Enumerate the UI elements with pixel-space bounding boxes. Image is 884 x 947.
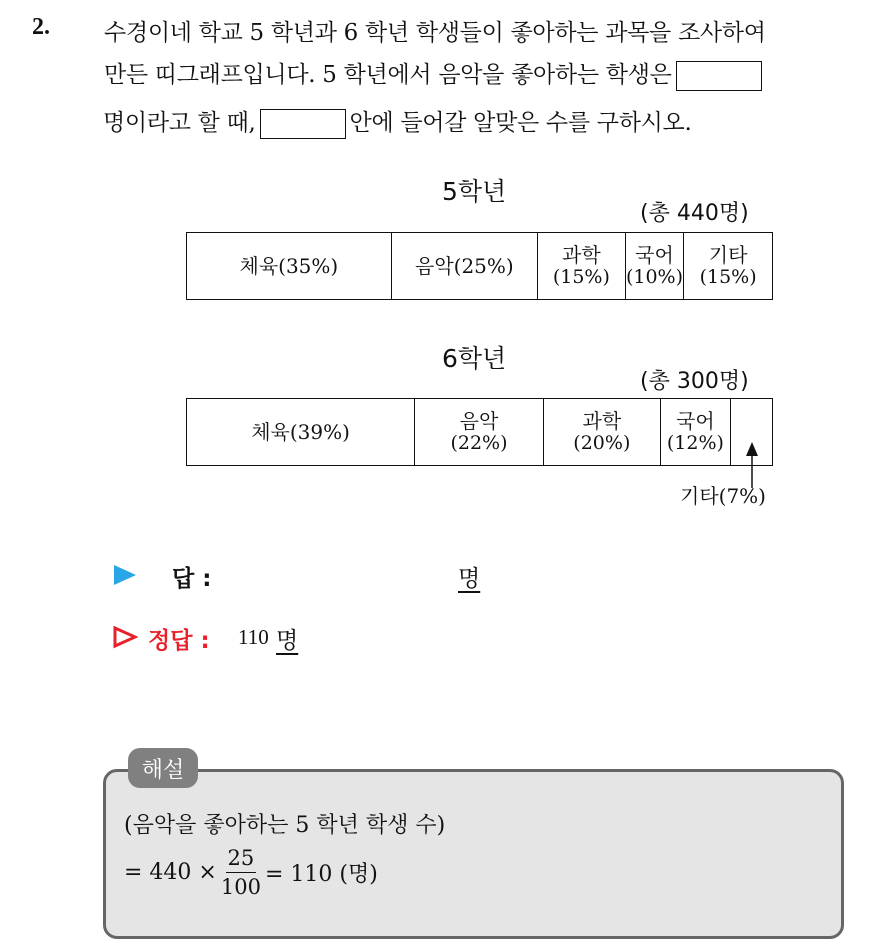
- band-segment-label-1: (20%): [573, 431, 631, 454]
- correct-arrow-icon: [112, 625, 138, 649]
- answer-label: 답 :: [172, 566, 212, 592]
- equation-suffix: = 110 (명): [264, 862, 378, 887]
- correct-value: 110: [238, 625, 269, 649]
- question-line-3b-text: 안에 들어갈 알맞은 수를 구하시오.: [349, 110, 692, 136]
- explanation-tag: 해설: [128, 748, 198, 788]
- band-segment-기타: [684, 233, 772, 299]
- band-segment-label-0: 국어: [676, 408, 715, 433]
- chart-6th-total: (총 300명): [640, 369, 749, 394]
- band-segment-label-0: 체육(39%): [251, 419, 350, 444]
- question-line-1: 수경이네 학교 5 학년과 6 학년 학생들이 좋아하는 과목을 조사하여: [104, 20, 766, 46]
- band-segment-체육: [187, 233, 392, 299]
- band-segment-과학: [538, 233, 626, 299]
- chart-5th-title: 5학년: [442, 177, 507, 206]
- band-segment-label-0: 음악: [459, 408, 499, 433]
- correct-unit: 명: [276, 628, 299, 654]
- band-segment-label-0: 과학: [562, 242, 601, 267]
- band-segment-label-1: (15%): [552, 265, 610, 288]
- answer-blank-box: [676, 61, 762, 91]
- band-segment-label-0: 체육(35%): [239, 253, 339, 278]
- band-segment-국어: [626, 233, 685, 299]
- answer-blank-box-inline: [260, 109, 346, 139]
- question-line-2: [104, 56, 766, 91]
- band-segment-label-1: (22%): [450, 431, 508, 454]
- band-segment-label-1: (15%): [699, 265, 757, 288]
- question-line-2-text: 만든 띠그래프입니다. 5 학년에서 음악을 좋아하는 학생은: [104, 62, 672, 88]
- chart-5th-total: (총 440명): [640, 201, 749, 226]
- equation-fraction: [221, 846, 261, 899]
- equation-prefix: = 440 ×: [124, 860, 217, 885]
- chart-6th-title: 6학년: [442, 344, 507, 373]
- band-segment-label-0: 음악(25%): [415, 253, 514, 278]
- question-line-3a-text: 명이라고 할 때,: [103, 110, 256, 136]
- answer-unit: 명: [458, 566, 481, 592]
- band-segment-과학: [544, 399, 661, 465]
- answer-arrow-icon: [112, 563, 138, 587]
- question-number: 2.: [32, 14, 50, 40]
- chart-5th-bar: [186, 232, 773, 300]
- band-segment-label-1: (12%): [666, 431, 724, 454]
- band-segment-음악: [415, 399, 544, 465]
- fraction-numerator: 25: [226, 846, 257, 873]
- band-segment-체육: [187, 399, 415, 465]
- explanation-line-1: (음악을 좋아하는 5 학년 학생 수): [124, 813, 446, 838]
- question-line-3: [103, 104, 691, 139]
- chart-6th-other-label: 기타(7%): [680, 484, 766, 508]
- correct-label: 정답 :: [148, 628, 210, 654]
- band-segment-label-0: 기타: [708, 242, 748, 267]
- band-segment-label-0: 과학: [582, 408, 622, 433]
- band-segment-label-0: 국어: [635, 242, 674, 267]
- explanation-equation: [124, 846, 378, 899]
- band-segment-국어: [661, 399, 731, 465]
- band-segment-음악: [392, 233, 538, 299]
- fraction-denominator: 100: [220, 875, 261, 899]
- band-segment-label-1: (10%): [625, 265, 684, 288]
- chart-6th-bar: [186, 398, 773, 466]
